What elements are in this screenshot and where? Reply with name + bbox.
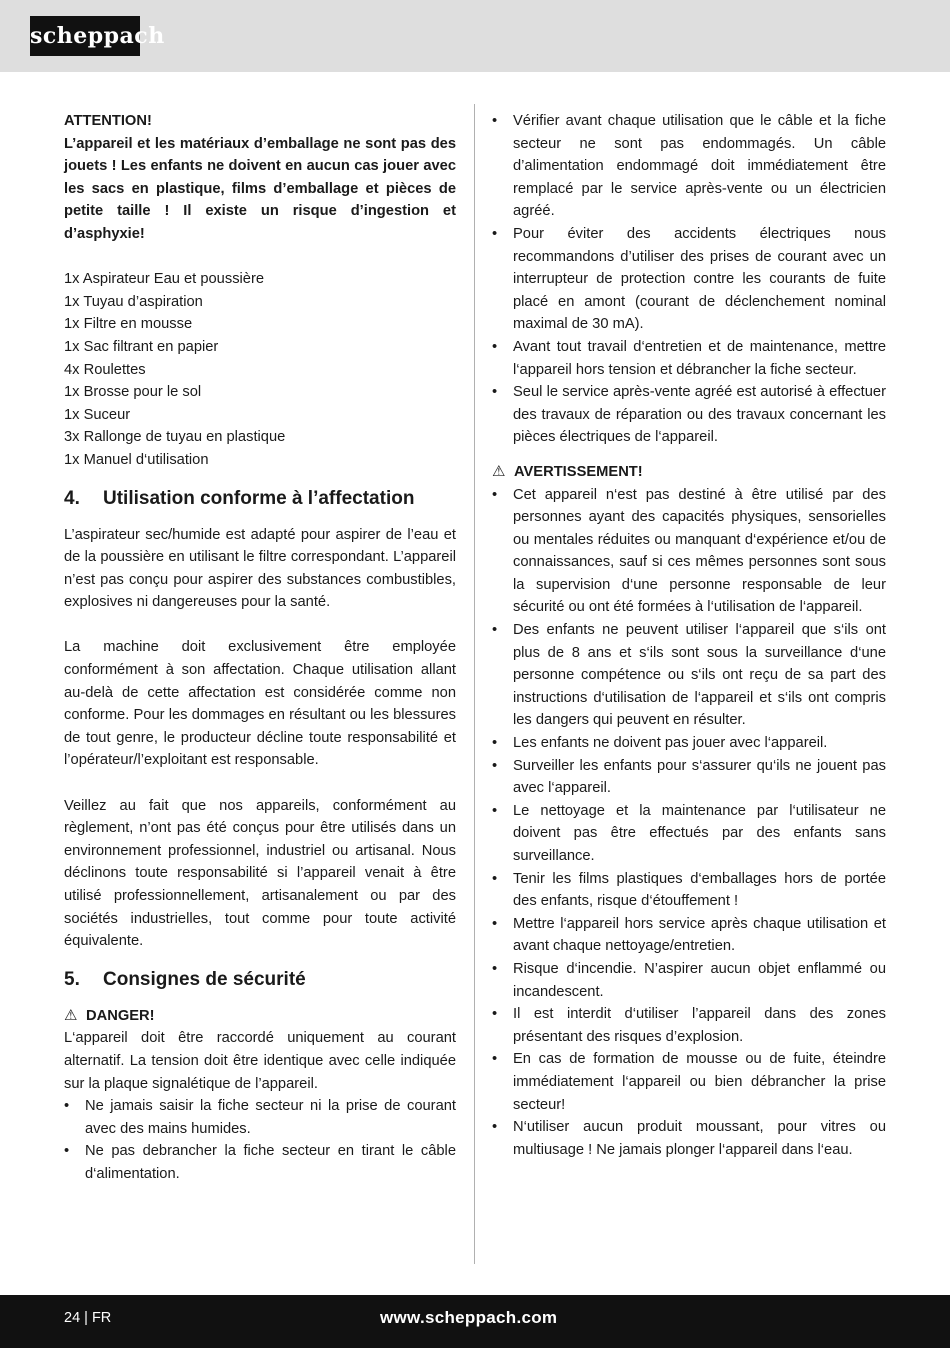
page-header: [0, 0, 950, 72]
section-title: Utilisation conforme à l’affectation: [103, 487, 415, 509]
contents-item: 1x Aspirateur Eau et poussière: [64, 271, 265, 288]
attention-title: ATTENTION!: [64, 113, 152, 129]
section-number: 5.: [64, 968, 80, 990]
list-item: • Le nettoyage et la maintenance par l‘utilisateur ne doivent pas être effectués par des enfants sans surveillance.: [492, 800, 886, 868]
contents-item: 1x Tuyau d’aspiration: [64, 293, 203, 310]
list-item: • En cas de formation de mousse ou de fuite, éteindre immédiatement l‘appareil ou bien débrancher la prise secteur!: [492, 1048, 886, 1116]
contents-list: [64, 268, 456, 471]
section-4-heading: [64, 486, 456, 512]
left-column: [64, 110, 456, 1186]
contents-item: 1x Sac filtrant en papier: [64, 338, 219, 355]
list-item: • N‘utiliser aucun produit moussant, pour vitres ou multiusage ! Ne jamais plonger l‘appareil dans l‘eau.: [492, 1116, 886, 1161]
list-item: • Avant tout travail d‘entretien et de maintenance, mettre l‘appareil hors tension et débrancher la fiche secteur.: [492, 336, 886, 381]
attention-text: L’appareil et les matériaux d’emballage ne sont pas des jouets ! Les enfants ne doivent en aucun cas jouer avec les sacs en plastique, films d’emballage et pièces de petite taille ! Il existe un risque d’ingestion et d’asphyxie!: [64, 135, 456, 242]
page-number: 24 | FR: [64, 1310, 112, 1326]
section-number: 4.: [64, 487, 80, 509]
page-footer: [0, 1295, 950, 1348]
contents-item: 1x Brosse pour le sol: [64, 384, 202, 401]
contents-item: 1x Filtre en mousse: [64, 316, 193, 333]
column-divider: [474, 104, 475, 1264]
safety-bullets: [492, 110, 886, 449]
list-item: • Vérifier avant chaque utilisation que le câble et la fiche secteur ne sont pas endommagés. Un câble d’alimentation endommagé doit immédiatement être remplacé par le service après-vente ou un électricien agréé.: [492, 110, 886, 223]
right-column: [492, 110, 886, 1161]
warning-triangle-icon: ⚠: [64, 1006, 78, 1024]
list-item: • Cet appareil n‘est pas destiné à être utilisé par des personnes ayant des capacités physiques, sensorielles ou mentales réduites ou manquant d‘expérience et/ou de connaissances, sauf si ces mêmes personnes sont sous la supervision d‘une personne responsable de leur sécurité ou ont été formées à l‘utilisation de l‘appareil.: [492, 484, 886, 620]
contents-item: 4x Roulettes: [64, 361, 146, 378]
list-item: • Risque d‘incendie. N’aspirer aucun objet enflammé ou incandescent.: [492, 958, 886, 1003]
warning-bullets: [492, 484, 886, 1162]
paragraph: L’aspirateur sec/humide est adapté pour aspirer de l’eau et de la poussière en utilisant le filtre correspondant. L’appareil n’est pas conçu pour aspirer des substances combustibles, explosives ni dangereuses pour la santé.: [64, 526, 456, 611]
section-5-heading: [64, 967, 456, 993]
contents-item: 1x Suceur: [64, 406, 131, 423]
section-title: Consignes de sécurité: [103, 968, 306, 990]
list-item: • Pour éviter des accidents électriques nous recommandons d’utiliser des prises de courant avec un interrupteur de protection contre les courants de fuite placé en amont (courant de déclenchement nominal maximal de 30 mA).: [492, 223, 886, 336]
paragraph: Veillez au fait que nos appareils, conformément au règlement, n’ont pas été conçus pour être utilisés dans un environnement professionnel, industriel ou artisanal. Nous déclinons toute responsabilité si l’appareil venait à être utilisé professionnellement, artisanalement ou par des sociétés industrielles, tout comme pour toute activité équivalente.: [64, 797, 456, 950]
brand-logo: scheppach: [30, 16, 140, 56]
list-item: • Ne pas debrancher la fiche secteur en tirant le câble d‘alimentation.: [64, 1140, 456, 1185]
list-item: • Seul le service après-vente agréé est autorisé à effectuer des travaux de réparation ou des travaux concernant les pièces électriques de l‘appareil.: [492, 381, 886, 449]
warning-heading: [492, 461, 886, 484]
danger-text: L‘appareil doit être raccordé uniquement au courant alternatif. La tension doit être identique avec celle indiquée sur la plaque signalétique de l’appareil.: [64, 1030, 456, 1092]
danger-heading: [64, 1005, 456, 1028]
list-item: • Surveiller les enfants pour s‘assurer qu‘ils ne jouent pas avec l‘appareil.: [492, 755, 886, 800]
paragraph: La machine doit exclusivement être employée conformément à son affectation. Chaque utilisation allant au-delà de cette affectation est considérée comme non conforme. Pour les dommages en résultant ou les blessures de tout genre, le producteur décline toute responsabilité et l’opérateur/l’exploitant est responsable.: [64, 639, 456, 769]
list-item: • Mettre l‘appareil hors service après chaque utilisation et avant chaque nettoyage/entretien.: [492, 913, 886, 958]
warning-triangle-icon: ⚠: [492, 462, 506, 480]
contents-item: 3x Rallonge de tuyau en plastique: [64, 429, 286, 446]
warning-title: AVERTISSEMENT!: [514, 463, 643, 480]
list-item: • Ne jamais saisir la fiche secteur ni la prise de courant avec des mains humides.: [64, 1095, 456, 1140]
danger-title: DANGER!: [86, 1007, 155, 1024]
list-item: • Tenir les films plastiques d‘emballages hors de portée des enfants, risque d‘étouffement !: [492, 868, 886, 913]
list-item: • Des enfants ne peuvent utiliser l‘appareil que s‘ils ont plus de 8 ans et s‘ils sont sous la surveillance d‘une personne compétence ou s‘ils ont reçu de sa part des instructions d‘utilisation de l‘appareil et s‘ils ont compris les dangers qui peuvent en résulter.: [492, 619, 886, 732]
contents-item: 1x Manuel d‘utilisation: [64, 451, 209, 468]
list-item: • Il est interdit d‘utiliser l’appareil dans des zones présentant des risques d’explosion.: [492, 1003, 886, 1048]
danger-bullets: [64, 1095, 456, 1185]
list-item: • Les enfants ne doivent pas jouer avec l‘appareil.: [492, 732, 886, 755]
website-url: www.scheppach.com: [380, 1308, 558, 1327]
